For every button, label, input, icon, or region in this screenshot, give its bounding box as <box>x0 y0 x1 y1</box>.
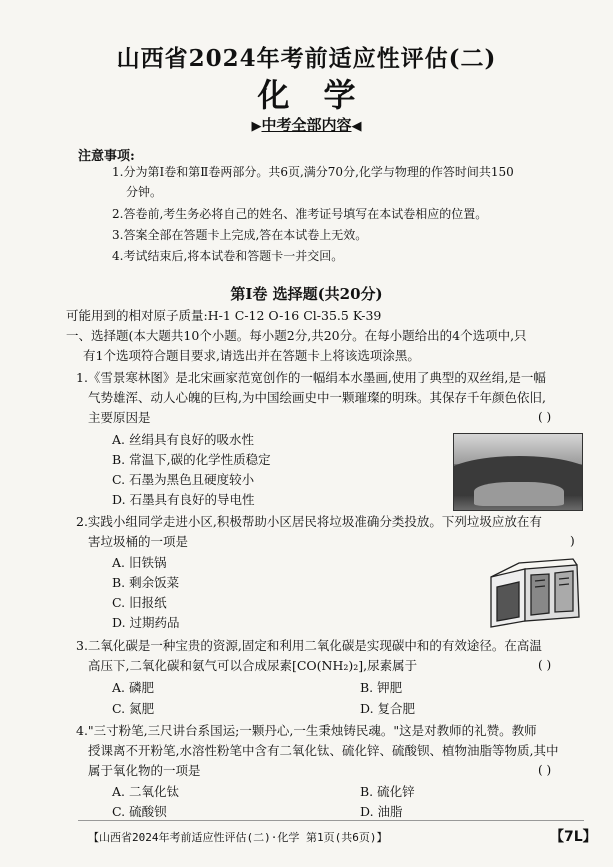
exam-code-badge: 【7L】 <box>550 829 597 845</box>
question-1-line-1: 1.《雪景寒林图》是北宋画家范宽创作的一幅绢本水墨画,使用了典型的双丝绢,是一幅 <box>76 370 546 385</box>
question-4-option-c: C. 硫酸钡 <box>112 804 167 819</box>
exam-title: 山西省2024年考前适应性评估(二) <box>116 45 497 72</box>
notice-item-1-cont: 分钟。 <box>126 185 163 199</box>
question-4-option-d: D. 油脂 <box>360 804 403 819</box>
question-2-line-1: 2.实践小组同学走进小区,积极帮助小区居民将垃圾准确分类投放。下列垃圾应放在有 <box>76 514 542 529</box>
question-4-option-a: A. 二氧化钛 <box>112 784 179 799</box>
question-3-line-1: 3.二氧化碳是一种宝贵的资源,固定和利用二氧化碳是实现碳中和的有效途径。在高温 <box>76 638 542 653</box>
question-2-option-d: D. 过期药品 <box>112 615 180 630</box>
question-4-line-2: 授课离不开粉笔,水溶性粉笔中含有二氧化钛、硫化锌、硫酸钡、植物油脂等物质,其中 <box>88 743 559 758</box>
trash-bins-icon <box>485 557 585 629</box>
notice-item-1: 1.分为第Ⅰ卷和第Ⅱ卷两部分。共6页,满分70分,化学与物理的作答时间共150 <box>112 165 514 179</box>
question-2-option-b: B. 剩余饭菜 <box>112 575 180 590</box>
scope-text: 中考全部内容 <box>261 116 352 134</box>
notice-item-2: 2.答卷前,考生务必将自己的姓名、准考证号填写在本试卷相应的位置。 <box>112 207 488 221</box>
footer-divider <box>78 820 584 821</box>
scope-banner <box>0 114 613 135</box>
question-1-line-2: 气势雄浑、动人心魄的巨构,为中国绘画史中一颗璀璨的明珠。其保存千年颜色依旧, <box>88 390 546 405</box>
notice-item-4: 4.考试结束后,将本试卷和答题卡一并交回。 <box>112 249 344 263</box>
section-title: 第Ⅰ卷 选择题(共20分) <box>230 285 383 303</box>
question-2-line-2: 害垃圾桶的一项是 <box>88 534 189 549</box>
subject-title: 化学 <box>257 76 390 114</box>
question-3-option-d: D. 复合肥 <box>360 701 416 716</box>
question-3-option-a: A. 磷肥 <box>112 680 154 695</box>
question-4-option-b: B. 硫化锌 <box>360 784 415 799</box>
atomic-masses: 可能用到的相对原子质量:H-1 C-12 O-16 Cl-35.5 K-39 <box>66 308 382 323</box>
snow-landscape-painting <box>453 433 583 511</box>
instructions-line-1: 一、选择题(本大题共10个小题。每小题2分,共20分。在每小题给出的4个选项中,只 <box>66 328 527 343</box>
question-1-option-a: A. 丝绢具有良好的吸水性 <box>112 432 254 447</box>
painting-snow-field <box>474 482 564 506</box>
triangle-right-icon: ▶ <box>251 119 262 134</box>
question-3-option-c: C. 氮肥 <box>112 701 155 716</box>
instructions-line-2: 有1个选项符合题目要求,请选出并在答题卡上将该选项涂黑。 <box>83 348 420 363</box>
question-3-answer-paren: ( ) <box>538 658 552 672</box>
question-1-answer-paren: ( ) <box>538 410 552 424</box>
question-1-line-3: 主要原因是 <box>88 410 151 425</box>
question-1-option-d: D. 石墨具有良好的导电性 <box>112 492 255 507</box>
question-1-option-c: C. 石墨为黑色且硬度较小 <box>112 472 255 487</box>
question-1-option-b: B. 常温下,碳的化学性质稳定 <box>112 452 271 467</box>
question-4-line-1: 4."三寸粉笔,三尺讲台系国运;一颗丹心,一生秉烛铸民魂。"这是对教师的礼赞。教师 <box>76 723 537 738</box>
question-3-line-2: 高压下,二氧化碳和氨气可以合成尿素[CO(NH₂)₂],尿素属于 <box>88 658 418 673</box>
notice-item-3: 3.答案全部在答题卡上完成,答在本试卷上无效。 <box>112 228 368 242</box>
question-2-option-a: A. 旧铁锅 <box>112 555 167 570</box>
question-2-option-c: C. 旧报纸 <box>112 595 167 610</box>
question-2-answer-paren: ) <box>570 534 575 548</box>
question-4-answer-paren: ( ) <box>538 763 552 777</box>
question-4-line-3: 属于氧化物的一项是 <box>88 763 201 778</box>
question-3-option-b: B. 钾肥 <box>360 680 403 695</box>
triangle-left-icon: ◀ <box>351 119 362 134</box>
notice-heading: 注意事项: <box>78 149 135 164</box>
page-footer: 【山西省2024年考前适应性评估(二)·化学 第1页(共6页)】 <box>88 831 388 844</box>
